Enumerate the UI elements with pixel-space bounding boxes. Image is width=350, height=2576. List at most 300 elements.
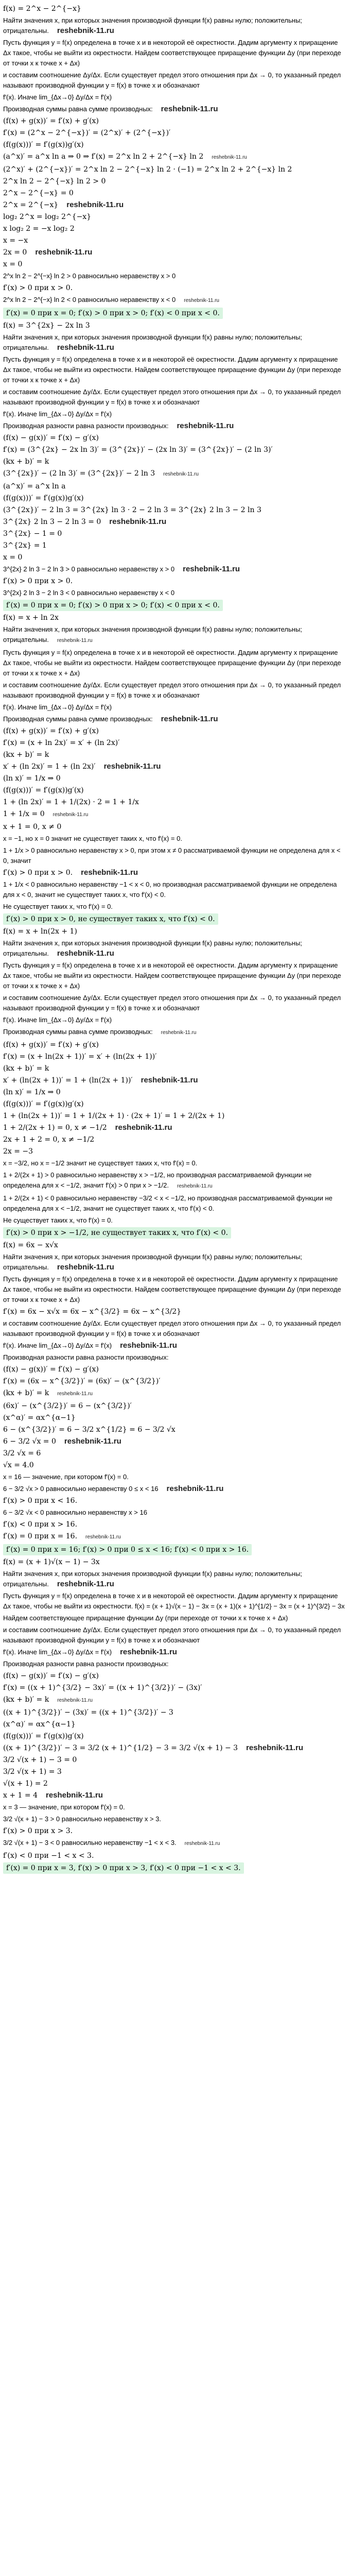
- solution-line: [3, 188, 347, 198]
- solution-line: [3, 1318, 347, 1339]
- solution-line: [3, 868, 347, 878]
- solution-line-text: 1 + (ln 2x)′ = 1 + 1/(2x) · 2 = 1 + 1/x: [3, 798, 139, 806]
- solution-line-text: 6 − (x^{3/2})′ = 6 − 3/2 x^{1/2} = 6 − 3/2 √x: [3, 1426, 176, 1434]
- solution-line-text: (kx + b)′ = k: [3, 1389, 49, 1397]
- solution-line: [3, 845, 347, 866]
- watermark: reshebnik-11.ru: [166, 1484, 224, 1493]
- solution-line: [3, 1707, 347, 1718]
- task-formula: [3, 613, 347, 623]
- solution-line: [3, 1531, 347, 1543]
- solution-line-text: f′(x) > 0 при x > 3.: [3, 1827, 73, 1835]
- task-formula: [3, 926, 347, 937]
- solution-line: [3, 1364, 347, 1375]
- solution-line: [3, 1087, 347, 1097]
- solution-line: [3, 1683, 347, 1693]
- solution-line: [3, 540, 347, 551]
- solution-line-text: x = 0: [3, 553, 23, 562]
- solution-line: [3, 1193, 347, 1214]
- solution-line: [3, 409, 347, 419]
- solution-line-text: (f(x) + g(x))′ = f′(x) + g′(x): [3, 1041, 99, 1049]
- solution-line: [3, 1307, 347, 1317]
- solution-line: [3, 879, 347, 900]
- solution-line-text: f′(x). Иначе lim_{Δx→0} Δy/Δx = f′(x): [3, 1342, 112, 1349]
- solution-line-text: (kx + b)′ = k: [3, 1696, 49, 1704]
- solution-line-text: x = −x: [3, 236, 28, 245]
- solution-line-text: 2x = −3: [3, 1147, 33, 1156]
- solution-line: [3, 1436, 347, 1447]
- task-formula: [3, 320, 347, 331]
- solution-line-text: 3^{2x} = 1: [3, 541, 47, 550]
- solution-line: [3, 505, 347, 515]
- solution-line: [3, 1352, 347, 1363]
- solution-line: [3, 993, 347, 1013]
- solution-line: [3, 1376, 347, 1386]
- solution-line: [3, 1123, 347, 1133]
- watermark: reshebnik-11.ru: [45, 1791, 103, 1800]
- solution-line-text: √(x + 1) = 2: [3, 1780, 48, 1788]
- solution-line-text: Найти значения x, при которых значения производной функции f(x) равны нулю; положительны; отрицательны.: [3, 333, 304, 351]
- solution-line: [3, 1413, 347, 1423]
- solution-line-text: x′ + (ln 2x)′ = 1 + (ln 2x)′: [3, 762, 96, 771]
- solution-line: [3, 468, 347, 480]
- solution-line: [3, 1625, 347, 1646]
- solution-line-text: 3/2 √(x + 1) − 3 < 0 равносильно неравенству −1 < x < 3.: [3, 1839, 177, 1846]
- solution-line-text: (f(g(x)))′ = f′(g(x))g′(x): [3, 1100, 84, 1108]
- answer-line: [3, 600, 347, 611]
- solution-line: [3, 1425, 347, 1435]
- solution-line-text: 2x = 0: [3, 248, 27, 257]
- solution-line: [3, 354, 347, 385]
- watermark: reshebnik-11.ru: [120, 1648, 177, 1656]
- solution-line-text: x = 0: [3, 260, 23, 268]
- solution-line-text: f′(x) = (x + ln(2x + 1))′ = x′ + (ln(2x + 1))′: [3, 1053, 157, 1061]
- solution-line: [3, 1591, 347, 1612]
- watermark: reshebnik-11.ru: [177, 421, 234, 430]
- solution-line-text: (kx + b)′ = k: [3, 457, 49, 466]
- answer-highlight: f′(x) = 0 при x = 3, f′(x) > 0 при x > 3, f′(x) < 0 при −1 < x < 3.: [3, 1862, 244, 1874]
- watermark: reshebnik-11.ru: [52, 812, 89, 818]
- solution-line: [3, 1767, 347, 1777]
- solution-line: [3, 1851, 347, 1861]
- solution-line-text: f′(x). Иначе lim_{Δx→0} Δy/Δx = f′(x): [3, 703, 112, 711]
- solution-line-text: 1 + 1/x < 0 равносильно неравенству −1 < x < 0, но производная рассматриваемой функции не определена для x < 0, значит не существует таких x, что f′(x) < 0.: [3, 880, 339, 899]
- watermark: reshebnik-11.ru: [57, 1263, 114, 1272]
- solution-line-text: f′(x) > 0 при x > 0.: [3, 284, 73, 292]
- watermark: reshebnik-11.ru: [57, 343, 114, 352]
- solution-line-text: Найдем соответствующее приращение функции Δy (при переходе от точки x к точке x + Δx): [3, 1614, 288, 1622]
- solution-line: [3, 750, 347, 760]
- solution-line-text: x = −1, но x = 0 значит не существует таких x, что f′(x) = 0.: [3, 835, 182, 842]
- solution-line-text: (3^{2x})′ − (2 ln 3)′ = (3^{2x})′ − 2 ln 3: [3, 469, 155, 478]
- solution-line: [3, 433, 347, 443]
- watermark: reshebnik-11.ru: [57, 1391, 93, 1397]
- watermark: reshebnik-11.ru: [109, 517, 167, 526]
- solution-line-text: 6 − 3/2 √x = 0: [3, 1437, 56, 1446]
- solution-line: [3, 1472, 347, 1482]
- solution-line: [3, 1015, 347, 1025]
- solution-line: [3, 1040, 347, 1050]
- solution-line-text: x = 16 — значение, при котором f′(x) = 0.: [3, 1473, 129, 1481]
- solution-line-text: f(x) = x + ln(2x + 1): [3, 927, 77, 936]
- solution-line-text: 2^x ln 2 − 2^{−x} ln 2 < 0 равносильно неравенству x < 0: [3, 296, 176, 303]
- watermark: reshebnik-11.ru: [184, 298, 219, 303]
- solution-line-text: Производная суммы равна сумме производных:: [3, 715, 153, 723]
- watermark: reshebnik-11.ru: [103, 762, 161, 771]
- solution-line: [3, 517, 347, 527]
- solution-line: [3, 1671, 347, 1681]
- solution-line-text: Пусть функция y = f(x) определена в точке x и в некоторой её окрестности. Дадим аргументу x приращение Δx такое, чтобы не выйти из окрестности. Найдем соответствующее приращение функции Δy (при переходе от точки x к точке x + Δx): [3, 961, 343, 990]
- solution-line-text: f′(x) < 0 при x > 16.: [3, 1520, 78, 1529]
- solution-line-text: f′(x) = ((x + 1)^{3/2} − 3x)′ = ((x + 1)^{3/2})′ − (3x)′: [3, 1684, 202, 1692]
- solution-line-text: (f(x) − g(x))′ = f′(x) − g′(x): [3, 434, 99, 442]
- solution-line-text: f(x) = 2^x − 2^{−x}: [3, 5, 81, 13]
- solution-line: [3, 1460, 347, 1470]
- solution-line-text: f(x) = 6x − x√x: [3, 1241, 58, 1249]
- watermark: reshebnik-11.ru: [35, 248, 93, 257]
- solution-line: [3, 387, 347, 408]
- solution-line: [3, 1401, 347, 1411]
- solution-line-text: 2^x ln 2 − 2^{−x} ln 2 > 0 равносильно неравенству x > 0: [3, 272, 176, 280]
- watermark: reshebnik-11.ru: [57, 26, 114, 35]
- solution-line-text: и составим соотношение Δy/Δx. Если существует предел этого отношения при Δx → 0, то указанный предел называют производной функции y = f(x) в точке x и обозначают: [3, 71, 343, 89]
- solution-line: [3, 1448, 347, 1459]
- solution-line: [3, 164, 347, 175]
- solution-line-text: (2^x)′ + (2^{−x})′ = 2^x ln 2 − 2^{−x} ln 2 · (−1) = 2^x ln 2 + 2^{−x} ln 2: [3, 165, 292, 174]
- solution-line: [3, 1814, 347, 1824]
- solution-line: [3, 176, 347, 187]
- watermark: reshebnik-11.ru: [212, 155, 247, 160]
- solution-line-text: 1 + (ln(2x + 1))′ = 1 + 1/(2x + 1) · (2x + 1)′ = 1 + 2/(2x + 1): [3, 1112, 225, 1120]
- solution-line: [3, 1341, 347, 1351]
- watermark: reshebnik-11.ru: [64, 1437, 121, 1446]
- solution-line-text: f′(x) = (6x − x^{3/2})′ = (6x)′ − (x^{3/2})′: [3, 1377, 161, 1385]
- solution-line: [3, 1719, 347, 1730]
- solution-line-text: 3/2 √x = 6: [3, 1449, 41, 1458]
- task-formula: [3, 1240, 347, 1250]
- solution-line: [3, 529, 347, 539]
- solution-line-text: (a^x)′ = a^x ln a ⇒ 0 ⇒ f′(x) = 2^x ln 2 + 2^{−x} ln 2: [3, 152, 204, 161]
- task-section: [3, 320, 347, 611]
- solution-line-text: 3^{2x} 2 ln 3 − 2 ln 3 > 0 равносильно неравенству x > 0: [3, 565, 175, 573]
- solution-line: [3, 1647, 347, 1657]
- solution-line-text: и составим соотношение Δy/Δx. Если существует предел этого отношения при Δx → 0, то указанный предел называют производной функции y = f(x) в точке x и обозначают: [3, 1319, 343, 1337]
- solution-line: [3, 1063, 347, 1074]
- answer-highlight: f′(x) = 0 при x = 0; f′(x) > 0 при x > 0; f′(x) < 0 при x < 0.: [3, 600, 223, 611]
- solution-line-text: f(x) = (x + 1)√(x − 1) − 3x: [3, 1558, 100, 1566]
- solution-line: [3, 1569, 347, 1589]
- watermark: reshebnik-11.ru: [246, 1743, 303, 1752]
- solution-line-text: f′(x) < 0 при −1 < x < 3.: [3, 1852, 94, 1860]
- solution-line-text: 3/2 √(x + 1) = 3: [3, 1768, 62, 1776]
- solution-line-text: Не существует таких x, что f′(x) = 0.: [3, 903, 113, 910]
- answer-line: [3, 913, 347, 925]
- solution-line-text: (f(x) − g(x))′ = f′(x) − g′(x): [3, 1672, 99, 1680]
- solution-line-text: (f(x) + g(x))′ = f′(x) + g′(x): [3, 727, 99, 735]
- watermark: reshebnik-11.ru: [184, 1841, 220, 1846]
- solution-line-text: √x = 4.0: [3, 1461, 34, 1469]
- task-section: [3, 926, 347, 1239]
- solution-line-text: Производная суммы равна сумме производных:: [3, 1028, 153, 1036]
- task-section: [3, 1557, 347, 1874]
- solution-line-text: 6 − 3/2 √x > 0 равносильно неравенству 0 ≤ x < 16: [3, 1485, 159, 1493]
- solution-line: [3, 773, 347, 784]
- solution-line-text: f′(x) = 6x − x√x = 6x − x^{3/2} = 6x − x^{3/2}: [3, 1308, 182, 1316]
- solution-line: [3, 1075, 347, 1086]
- solution-line-text: 3^{2x} 2 ln 3 − 2 ln 3 < 0 равносильно неравенству x < 0: [3, 589, 175, 597]
- solution-line-text: (x^α)′ = αx^{α−1}: [3, 1720, 76, 1728]
- solution-line: [3, 1743, 347, 1753]
- solution-line-text: Производная разности равна разности производных:: [3, 422, 169, 430]
- watermark: reshebnik-11.ru: [120, 1341, 177, 1350]
- solution-line-text: 2x + 1 + 2 = 0, x ≠ −1/2: [3, 1136, 95, 1144]
- solution-line-text: 3/2 √(x + 1) − 3 = 0: [3, 1756, 77, 1764]
- solution-line-text: (f(g(x)))′ = f′(g(x))g′(x): [3, 786, 84, 794]
- solution-line-text: 1 + 1/x = 0: [3, 810, 45, 818]
- watermark: reshebnik-11.ru: [57, 1698, 93, 1703]
- solution-line-text: f′(x). Иначе lim_{Δx→0} Δy/Δx = f′(x): [3, 93, 112, 101]
- solution-line-text: Найти значения x, при которых значения производной функции f(x) равны нулю; положительны; отрицательны.: [3, 16, 304, 35]
- watermark: reshebnik-11.ru: [177, 1183, 213, 1189]
- answer-highlight: f′(x) = 0 при x = 0; f′(x) > 0 при x > 0; f′(x) < 0 при x < 0.: [3, 308, 223, 319]
- watermark: reshebnik-11.ru: [57, 1580, 114, 1588]
- solution-line-text: x + 1 = 4: [3, 1791, 38, 1800]
- solution-line: [3, 1838, 347, 1849]
- solution-line-text: (f(g(x)))′ = f′(g(x))g′(x): [3, 1732, 84, 1740]
- solution-line-text: f′(x). Иначе lim_{Δx→0} Δy/Δx = f′(x): [3, 1016, 112, 1024]
- solution-line: [3, 938, 347, 959]
- solution-line: [3, 648, 347, 679]
- solution-line: [3, 1731, 347, 1741]
- answer-line: [3, 308, 347, 319]
- task-formula: [3, 4, 347, 14]
- solution-line-text: Пусть функция y = f(x) определена в точке x и в некоторой её окрестности. Дадим аргументу x приращение Δx такое, чтобы не выйти из окрестности. Найдем соответствующее приращение функции Δy (при переходе от точки x к точке x + Δx): [3, 355, 343, 384]
- solution-line: [3, 1134, 347, 1145]
- solution-line: [3, 761, 347, 772]
- solution-line-text: 2^x ln 2 − 2^{−x} ln 2 > 0: [3, 177, 106, 185]
- solution-line: [3, 1755, 347, 1765]
- solution-line-text: f′(x) = (3^{2x} − 2x ln 3)′ = (3^{2x})′ − (2x ln 3)′ = (3^{2x})′ − (2 ln 3)′: [3, 446, 273, 454]
- solution-line-text: Производная разности равна разности производных:: [3, 1353, 169, 1361]
- solution-line: [3, 702, 347, 713]
- watermark: reshebnik-11.ru: [161, 715, 218, 723]
- solution-line: [3, 456, 347, 467]
- solution-line: [3, 1778, 347, 1789]
- solution-line-text: Производная разности равна разности производных:: [3, 1660, 169, 1668]
- solution-line-text: 1 + 2/(2x + 1) = 0, x ≠ −1/2: [3, 1124, 107, 1132]
- solution-line: [3, 797, 347, 807]
- solution-line-text: Не существует таких x, что f′(x) = 0.: [3, 1216, 113, 1224]
- solution-line: [3, 212, 347, 222]
- solution-line: [3, 588, 347, 598]
- solution-line: [3, 680, 347, 701]
- solution-line-text: f′(x). Иначе lim_{Δx→0} Δy/Δx = f′(x): [3, 410, 112, 418]
- solution-line-text: x′ + (ln(2x + 1))′ = 1 + (ln(2x + 1))′: [3, 1076, 133, 1084]
- answer-highlight: f′(x) = 0 при x = 16; f′(x) > 0 при 0 ≤ x < 16; f′(x) < 0 при x > 16.: [3, 1544, 252, 1555]
- watermark: reshebnik-11.ru: [183, 565, 240, 573]
- solution-line-text: (6x)′ − (x^{3/2})′ = 6 − (x^{3/2})′: [3, 1402, 132, 1410]
- solution-line: [3, 1388, 347, 1399]
- solution-line-text: (f(x) + g(x))′ = f′(x) + g′(x): [3, 117, 99, 125]
- solution-line: [3, 960, 347, 991]
- solution-line: [3, 38, 347, 69]
- solution-line-text: Найти значения x, при которых значения производной функции f(x) равны нулю; положительны; отрицательны.: [3, 625, 304, 643]
- solution-line: [3, 726, 347, 736]
- solution-line: [3, 1215, 347, 1226]
- solution-line-text: f′(x) = (x + ln 2x)′ = x′ + (ln 2x)′: [3, 739, 120, 747]
- solution-line: [3, 247, 347, 258]
- watermark: reshebnik-11.ru: [163, 471, 199, 477]
- solution-line-text: (f(g(x)))′ = f′(g(x))g′(x): [3, 494, 84, 502]
- solution-line-text: 3/2 √(x + 1) − 3 > 0 равносильно неравенству x > 3.: [3, 1815, 162, 1823]
- solution-line: [3, 283, 347, 293]
- solution-line: [3, 822, 347, 832]
- solution-line: [3, 104, 347, 114]
- solution-line: [3, 1694, 347, 1706]
- solution-line: [3, 151, 347, 163]
- task-formula: [3, 1557, 347, 1567]
- solution-line: [3, 224, 347, 234]
- solution-line-text: Найти значения x, при которых значения производной функции f(x) равны нулю; положительны; отрицательны.: [3, 1253, 304, 1271]
- solution-line-text: (ln x)′ = 1/x ⇒ 0: [3, 1088, 61, 1096]
- solution-line: [3, 1613, 347, 1623]
- solution-line-text: (ln x)′ = 1/x ⇒ 0: [3, 774, 61, 783]
- solution-line: [3, 140, 347, 150]
- solution-line-text: Пусть функция y = f(x) определена в точке x и в некоторой её окрестности. Дадим аргументу x приращение Δx такое, чтобы не выйти из окрестности. f(x) = (x + 1)√(x − 1) − 3x = (x + 1)(x + 1)^{1/2} − 3x = (x + 1)^{3/2} − 3x: [3, 1592, 345, 1610]
- solution-line: [3, 200, 347, 210]
- watermark: reshebnik-11.ru: [161, 1030, 197, 1036]
- solution-line-text: f′(x) = (2^x − 2^{−x})′ = (2^x)′ + (2^{−x})′: [3, 129, 171, 137]
- solution-line-text: Найти значения x, при которых значения производной функции f(x) равны нулю; положительны; отрицательны.: [3, 939, 304, 957]
- solution-line-text: Пусть функция y = f(x) определена в точке x и в некоторой её окрестности. Дадим аргументу x приращение Δx такое, чтобы не выйти из окрестности. Найдем соответствующее приращение функции Δy (при переходе от точки x к точке x + Δx): [3, 1275, 343, 1303]
- solution-line: [3, 332, 347, 353]
- solution-line: [3, 1027, 347, 1038]
- solution-line-text: (kx + b)′ = k: [3, 751, 49, 759]
- solution-line-text: и составим соотношение Δy/Δx. Если существует предел этого отношения при Δx → 0, то указанный предел называют производной функции y = f(x) в точке x и обозначают: [3, 681, 343, 699]
- solution-line-text: и составим соотношение Δy/Δx. Если существует предел этого отношения при Δx → 0, то указанный предел называют производной функции y = f(x) в точке x и обозначают: [3, 1626, 343, 1644]
- solution-line: [3, 445, 347, 455]
- watermark: reshebnik-11.ru: [161, 105, 218, 113]
- solution-line: [3, 1274, 347, 1305]
- solution-line-text: (3^{2x})′ − 2 ln 3 = 3^{2x} ln 3 · 2 − 2 ln 3 = 3^{2x} 2 ln 3 − 2 ln 3: [3, 506, 261, 514]
- solution-line-text: и составим соотношение Δy/Δx. Если существует предел этого отношения при Δx → 0, то указанный предел называют производной функции y = f(x) в точке x и обозначают: [3, 994, 343, 1012]
- solution-line-text: 2^x − 2^{−x} = 0: [3, 189, 74, 197]
- solution-line: [3, 809, 347, 820]
- solution-line: [3, 92, 347, 103]
- solution-line: [3, 1158, 347, 1168]
- solution-line: [3, 624, 347, 646]
- solution-line-text: 6 − 3/2 √x < 0 равносильно неравенству x > 16: [3, 1509, 147, 1516]
- solution-line-text: ((x + 1)^{3/2})′ − (3x)′ = ((x + 1)^{3/2})′ − 3: [3, 1708, 173, 1717]
- solution-line-text: (a^x)′ = a^x ln a: [3, 482, 66, 490]
- solution-line: [3, 902, 347, 912]
- solution-line: [3, 1484, 347, 1494]
- solution-line-text: Пусть функция y = f(x) определена в точке x и в некоторой её окрестности. Дадим аргументу x приращение Δx такое, чтобы не выйти из окрестности. Найдем соответствующее приращение функции Δy (при переходе от точки x к точке x + Δx): [3, 649, 343, 677]
- solution-line-text: (kx + b)′ = k: [3, 1064, 49, 1073]
- solution-line: [3, 1111, 347, 1121]
- solution-line-text: Производная суммы равна сумме производных:: [3, 105, 153, 113]
- solution-line-text: f′(x) > 0 при x < 16.: [3, 1497, 78, 1505]
- task-section: [3, 1240, 347, 1555]
- solution-line: [3, 834, 347, 844]
- solution-line: [3, 1790, 347, 1801]
- solution-line-text: f′(x) > 0 при x > 0.: [3, 869, 73, 877]
- answer-highlight: f′(x) > 0 при x > 0, не существует таких x, что f′(x) < 0.: [3, 913, 218, 925]
- solution-line-text: x log₂ 2 = −x log₂ 2: [3, 225, 75, 233]
- solution-line: [3, 481, 347, 492]
- solution-line: [3, 1146, 347, 1157]
- solution-line: [3, 295, 347, 306]
- solution-line-text: 2^x = 2^{−x}: [3, 201, 59, 209]
- solution-line: [3, 70, 347, 91]
- solution-line-text: x = −3/2, но x = −1/2 значит не существует таких x, что f′(x) = 0.: [3, 1159, 198, 1167]
- watermark: reshebnik-11.ru: [57, 638, 93, 643]
- solution-line-text: f′(x). Иначе lim_{Δx→0} Δy/Δx = f′(x): [3, 1648, 112, 1656]
- watermark: reshebnik-11.ru: [141, 1076, 198, 1084]
- solution-line: [3, 1252, 347, 1273]
- solution-line: [3, 15, 347, 36]
- watermark: reshebnik-11.ru: [85, 1534, 121, 1540]
- answer-highlight: f′(x) > 0 при x > −1/2, не существует таких x, что f′(x) < 0.: [3, 1227, 231, 1239]
- solution-line: [3, 714, 347, 724]
- solution-line-text: 1 + 2/(2x + 1) > 0 равносильно неравенству x > −1/2, но производная рассматриваемой функции не определена для x < −1/2, значит f′(x) > 0 при x > −1/2.: [3, 1171, 313, 1189]
- solution-line-text: 3^{2x} 2 ln 3 − 2 ln 3 = 0: [3, 518, 101, 526]
- solution-line-text: 3^{2x} − 1 = 0: [3, 530, 62, 538]
- solution-line: [3, 493, 347, 503]
- solution-line-text: f(x) = x + ln 2x: [3, 614, 59, 622]
- solution-line: [3, 564, 347, 574]
- solution-line-text: f′(x) > 0 при x > 0.: [3, 577, 73, 585]
- solution-line: [3, 1802, 347, 1812]
- solution-line-text: (f(x) − g(x))′ = f′(x) − g′(x): [3, 1365, 99, 1374]
- solution-line: [3, 1659, 347, 1669]
- solution-line-text: Пусть функция y = f(x) определена в точке x и в некоторой её окрестности. Дадим аргументу x приращение Δx такое, чтобы не выйти из окрестности. Найдем соответствующее приращение функции Δy (при переходе от точки x к точке x + Δx): [3, 39, 343, 67]
- solution-line: [3, 235, 347, 246]
- solution-line: [3, 1519, 347, 1530]
- solution-line-text: x + 1 = 0, x ≠ 0: [3, 823, 62, 831]
- solution-line-text: log₂ 2^x = log₂ 2^{−x}: [3, 213, 92, 221]
- solution-line-text: f(x) = 3^{2x} − 2x ln 3: [3, 321, 90, 330]
- solution-line: [3, 576, 347, 586]
- watermark: reshebnik-11.ru: [66, 200, 124, 209]
- task-section: [3, 613, 347, 925]
- solution-line: [3, 1170, 347, 1192]
- solution-line: [3, 271, 347, 281]
- solution-line-text: (f(g(x)))′ = f′(g(x))g′(x): [3, 141, 84, 149]
- watermark: reshebnik-11.ru: [115, 1123, 172, 1132]
- solution-line: [3, 1099, 347, 1109]
- solution-line: [3, 552, 347, 563]
- solution-line-text: Найти значения x, при которых значения производной функции f(x) равны нулю; положительны; отрицательны.: [3, 1570, 304, 1588]
- task-section: [3, 4, 347, 319]
- solution-line: [3, 1507, 347, 1518]
- watermark: reshebnik-11.ru: [81, 868, 138, 877]
- solution-line: [3, 421, 347, 431]
- answer-line: [3, 1227, 347, 1239]
- solution-line-text: (x^α)′ = αx^{α−1}: [3, 1414, 76, 1422]
- solution-line: [3, 1052, 347, 1062]
- answer-line: [3, 1862, 347, 1874]
- solution-line-text: x = 3 — значение, при котором f′(x) = 0.: [3, 1803, 125, 1811]
- solution-line: [3, 738, 347, 748]
- solution-line: [3, 1826, 347, 1836]
- solution-line-text: 1 + 1/x > 0 равносильно неравенству x > 0, при этом x ≠ 0 рассматриваемой функции не определена для x < 0, значит: [3, 846, 343, 865]
- solution-line-text: 1 + 2/(2x + 1) < 0 равносильно неравенству −3/2 < x < −1/2, но производная рассматриваемой функции не определена для x < −1/2, значит не существует таких x, что f′(x) < 0.: [3, 1194, 335, 1212]
- solution-line: [3, 128, 347, 138]
- watermark: reshebnik-11.ru: [57, 949, 114, 958]
- answer-line: [3, 1544, 347, 1555]
- solution-line-text: f′(x) = 0 при x = 16.: [3, 1532, 78, 1540]
- solution-line: [3, 259, 347, 269]
